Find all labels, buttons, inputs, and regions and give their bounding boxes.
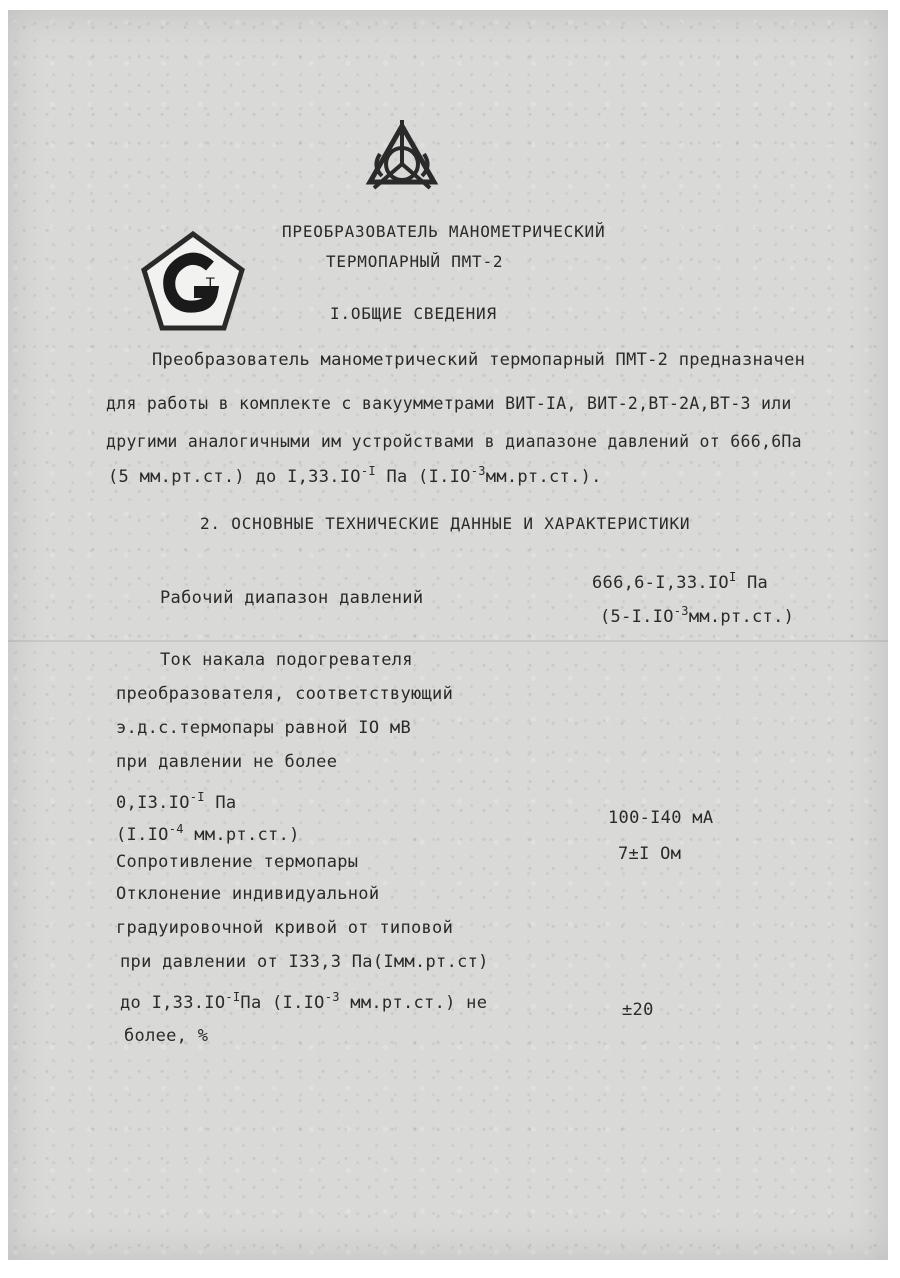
superscript: -4 — [168, 822, 184, 836]
current-value: 100-I40 мА — [608, 808, 714, 828]
deviation-line-5: более, % — [124, 1026, 209, 1046]
svg-text:T: T — [206, 276, 215, 292]
range-label: Рабочий диапазон давлений — [160, 588, 424, 608]
resistance-value: 7±I Ом — [618, 844, 682, 864]
current-pressure-mmhg-unit: мм.рт.ст.) — [183, 825, 300, 845]
document-page — [8, 10, 888, 1260]
current-pressure-pa — [116, 790, 236, 813]
current-line-1: Ток накала подогревателя — [160, 650, 413, 670]
current-pressure-pa-text: 0,I3.IO — [116, 793, 190, 813]
resistance-label: Сопротивление термопары — [116, 852, 359, 872]
deviation-line-3: при давлении от I33,3 Па(Iмм.рт.ст) — [120, 952, 489, 972]
superscript: -3 — [673, 604, 689, 618]
title-line-2: ТЕРМОПАРНЫЙ ПМТ-2 — [326, 252, 504, 271]
paragraph-line-4 — [108, 464, 602, 487]
range-value-mmhg-text: (5-I.IO — [600, 607, 674, 627]
title-line-1: ПРЕОБРАЗОВАТЕЛЬ МАНОМЕТРИЧЕСКИЙ — [282, 222, 606, 241]
superscript: -I — [189, 790, 205, 804]
deviation-line-4 — [120, 990, 487, 1013]
deviation-line-4-text-b: Па (I.IO — [240, 993, 325, 1013]
deviation-line-2: градуировочной кривой от типовой — [116, 918, 454, 938]
range-value-pa — [592, 570, 768, 593]
superscript: -I — [225, 990, 241, 1004]
paragraph-line-3: другими аналогичными им устройствами в диапазоне давлений от 666,6Па — [106, 432, 802, 451]
current-pressure-pa-unit: Па — [204, 793, 237, 813]
current-line-4: при давлении не более — [116, 752, 338, 772]
paragraph-line-4-text-a: (5 мм.рт.ст.) до I,33.IO — [108, 467, 361, 487]
superscript: -3 — [470, 464, 486, 478]
paragraph-line-4-text-c: мм.рт.ст.). — [485, 467, 602, 487]
emblem-logo — [362, 118, 442, 198]
current-pressure-mmhg-text: (I.IO — [116, 825, 169, 845]
paper-fold — [8, 640, 888, 642]
section-2-heading: 2. ОСНОВНЫЕ ТЕХНИЧЕСКИЕ ДАННЫЕ И ХАРАКТЕРИСТИКИ — [200, 514, 691, 533]
superscript: -3 — [324, 990, 340, 1004]
deviation-line-4-text-a: до I,33.IO — [120, 993, 226, 1013]
paragraph-line-1: Преобразователь манометрический термопарный ПМТ-2 предназначен — [152, 350, 806, 370]
current-pressure-mmhg — [116, 822, 300, 845]
deviation-line-1: Отклонение индивидуальной — [116, 884, 380, 904]
range-value-mmhg-unit: мм.рт.ст.) — [688, 607, 795, 627]
range-value-mmhg — [600, 604, 794, 627]
superscript: I — [728, 570, 737, 584]
paragraph-line-2: для работы в комплекте с вакуумметрами ВИТ-IA, ВИТ-2,ВТ-2А,ВТ-3 или — [106, 394, 792, 413]
current-line-2: преобразователя, соответствующий — [116, 684, 454, 704]
deviation-line-4-text-c: мм.рт.ст.) не — [339, 993, 488, 1013]
range-value-pa-text: 666,6-I,33.IO — [592, 573, 729, 593]
deviation-value: ±20 — [622, 1000, 654, 1020]
paragraph-line-4-text-b: Па (I.IO — [375, 467, 471, 487]
quality-mark-logo — [138, 228, 248, 338]
current-line-3: э.д.с.термопары равной IO мВ — [116, 718, 411, 738]
section-1-heading: I.ОБЩИЕ СВЕДЕНИЯ — [330, 304, 497, 323]
range-value-pa-unit: Па — [736, 573, 769, 593]
superscript: -I — [360, 464, 376, 478]
